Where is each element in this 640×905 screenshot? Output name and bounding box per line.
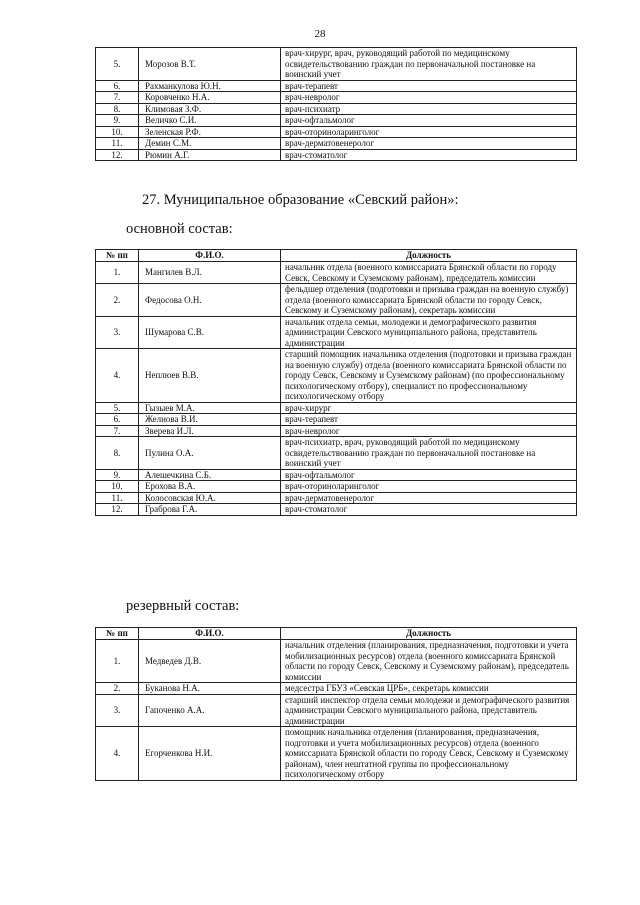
row-name: Гызыев М.А.: [139, 402, 281, 414]
row-name: Рахманкулова Ю.Н.: [139, 80, 281, 92]
table-row: [96, 425, 577, 437]
header-name: Ф.И.О.: [139, 628, 281, 640]
row-name: Алешечкина С.Б.: [139, 469, 281, 481]
table-row: [96, 115, 577, 127]
row-name: Федосова О.Н.: [139, 284, 281, 317]
table-row: [96, 316, 577, 349]
row-name: Гапоченко А.А.: [139, 694, 281, 727]
row-position: врач-психиатр, врач, руководящий работой по медицинскому освидетельствованию граждан по первоначальной постановке на воинский учет: [281, 437, 577, 470]
row-name: Неплюев В.В.: [139, 349, 281, 403]
row-num: 1.: [96, 640, 139, 683]
table-row: [96, 126, 577, 138]
row-position: врач-невролог: [281, 92, 577, 104]
table-row: [96, 92, 577, 104]
row-num: 11.: [96, 492, 139, 504]
row-num: 8.: [96, 437, 139, 470]
row-position: врач-стоматолог: [281, 504, 577, 516]
row-num: 9.: [96, 115, 139, 127]
row-num: 10.: [96, 481, 139, 493]
row-position: врач-терапевт: [281, 414, 577, 426]
row-num: 4.: [96, 727, 139, 781]
row-name: Медведев Д.В.: [139, 640, 281, 683]
row-num: 8.: [96, 103, 139, 115]
row-name: Буканова Н.А.: [139, 683, 281, 695]
table-row: [96, 492, 577, 504]
row-position: врач-терапевт: [281, 80, 577, 92]
table-row: [96, 138, 577, 150]
table-row: [96, 149, 577, 161]
row-position: медсестра ГБУЗ «Севская ЦРБ», секретарь комиссии: [281, 683, 577, 695]
row-num: 2.: [96, 284, 139, 317]
reserve-composition-label: резервный состав:: [126, 598, 240, 614]
reserve-composition-table: [95, 627, 577, 781]
row-position: врач-стоматолог: [281, 149, 577, 161]
row-position: врач-хирург, врач, руководящий работой по медицинскому освидетельствованию граждан по первоначальной постановке на воинский учет: [281, 48, 577, 81]
table-row: [96, 481, 577, 493]
main-composition-label: основной состав:: [126, 221, 233, 237]
row-num: 6.: [96, 80, 139, 92]
reserve-table-body: [96, 640, 577, 781]
row-position: начальник отдела семьи, молодежи и демографического развития администрации Севского муниципального района, представитель администрации: [281, 316, 577, 349]
row-name: Морозов В.Т.: [139, 48, 281, 81]
row-position: врач-дерматовенеролог: [281, 492, 577, 504]
row-name: Зеленская Р.Ф.: [139, 126, 281, 138]
row-position: врач-дерматовенеролог: [281, 138, 577, 150]
table-row: [96, 48, 577, 81]
header-num: № пп: [96, 250, 139, 262]
row-name: Демин С.М.: [139, 138, 281, 150]
header-name: Ф.И.О.: [139, 250, 281, 262]
row-num: 3.: [96, 694, 139, 727]
header-position: Должность: [281, 628, 577, 640]
table-row: [96, 262, 577, 284]
row-num: 6.: [96, 414, 139, 426]
row-name: Величко С.И.: [139, 115, 281, 127]
row-position: врач-офтальмолог: [281, 469, 577, 481]
row-num: 2.: [96, 683, 139, 695]
main-table-body: [96, 262, 577, 516]
row-position: помощник начальника отделения (планирования, предназначения, подготовки и учета мобилизационных ресурсов) отдела (военного комиссариата Брянской области по городу Севск, Севскому и Суземскому районам), член нештатной группы по профессиональному психологическому отбору: [281, 727, 577, 781]
header-num: № пп: [96, 628, 139, 640]
top-table-body: [96, 48, 577, 161]
table-row: [96, 727, 577, 781]
row-position: врач-психиатр: [281, 103, 577, 115]
row-position: старший помощник начальника отделения (подготовки и призыва граждан на военную службу) отдела (военного комиссариата Брянской области по городу Севск, Севскому и Суземскому районам) (по профессиональному психологическому отбору), специалист по профессиональному психологическому отбору: [281, 349, 577, 403]
table-row: [96, 103, 577, 115]
section-heading: 27. Муниципальное образование «Севский район»:: [142, 192, 459, 208]
table-header-row: [96, 250, 577, 262]
row-num: 12.: [96, 504, 139, 516]
table-row: [96, 504, 577, 516]
row-name: Мангилев В.Л.: [139, 262, 281, 284]
row-num: 11.: [96, 138, 139, 150]
row-position: старший инспектор отдела семьи молодежи и демографического развития администрации Севского муниципального района, представитель администрации: [281, 694, 577, 727]
top-continuation-table: [95, 47, 577, 161]
row-name: Егорченкова Н.И.: [139, 727, 281, 781]
table-row: [96, 284, 577, 317]
row-position: начальник отделения (планирования, предназначения, подготовки и учета мобилизационных ресурсов) отдела (военного комиссариата Брянской области по городу Севск, Севскому и Суземскому районам), председатель комиссии: [281, 640, 577, 683]
row-num: 10.: [96, 126, 139, 138]
table-row: [96, 640, 577, 683]
row-name: Колосовская Ю.А.: [139, 492, 281, 504]
table-row: [96, 437, 577, 470]
row-num: 1.: [96, 262, 139, 284]
row-num: 12.: [96, 149, 139, 161]
row-num: 7.: [96, 425, 139, 437]
table-row: [96, 469, 577, 481]
row-name: Коровченко Н.А.: [139, 92, 281, 104]
header-position: Должность: [281, 250, 577, 262]
row-name: Ерохова В.А.: [139, 481, 281, 493]
row-num: 4.: [96, 349, 139, 403]
row-num: 7.: [96, 92, 139, 104]
row-position: врач-оториноларинголог: [281, 126, 577, 138]
table-row: [96, 402, 577, 414]
page-number: 28: [314, 28, 326, 40]
row-name: Климовая З.Ф.: [139, 103, 281, 115]
row-position: врач-хирург: [281, 402, 577, 414]
row-position: фельдшер отделения (подготовки и призыва граждан на военную службу) отдела (военного комиссариата Брянской области по городу Севск, Севскому и Суземскому районам), секретарь комиссии: [281, 284, 577, 317]
row-num: 5.: [96, 402, 139, 414]
row-name: Желнова В.И.: [139, 414, 281, 426]
row-num: 5.: [96, 48, 139, 81]
row-position: врач-офтальмолог: [281, 115, 577, 127]
row-position: врач-оториноларинголог: [281, 481, 577, 493]
table-row: [96, 694, 577, 727]
row-position: врач-невролог: [281, 425, 577, 437]
row-position: начальник отдела (военного комиссариата Брянской области по городу Севск, Севскому и Суземскому районам), председатель комиссии: [281, 262, 577, 284]
table-row: [96, 414, 577, 426]
main-composition-table: [95, 249, 577, 516]
table-row: [96, 349, 577, 403]
row-name: Рюмин А.Г.: [139, 149, 281, 161]
table-row: [96, 80, 577, 92]
table-row: [96, 683, 577, 695]
row-name: Зверева И.Л.: [139, 425, 281, 437]
row-num: 9.: [96, 469, 139, 481]
table-header-row: [96, 628, 577, 640]
row-name: Шумарова С.В.: [139, 316, 281, 349]
row-num: 3.: [96, 316, 139, 349]
row-name: Пулина О.А.: [139, 437, 281, 470]
row-name: Граброва Г.А.: [139, 504, 281, 516]
